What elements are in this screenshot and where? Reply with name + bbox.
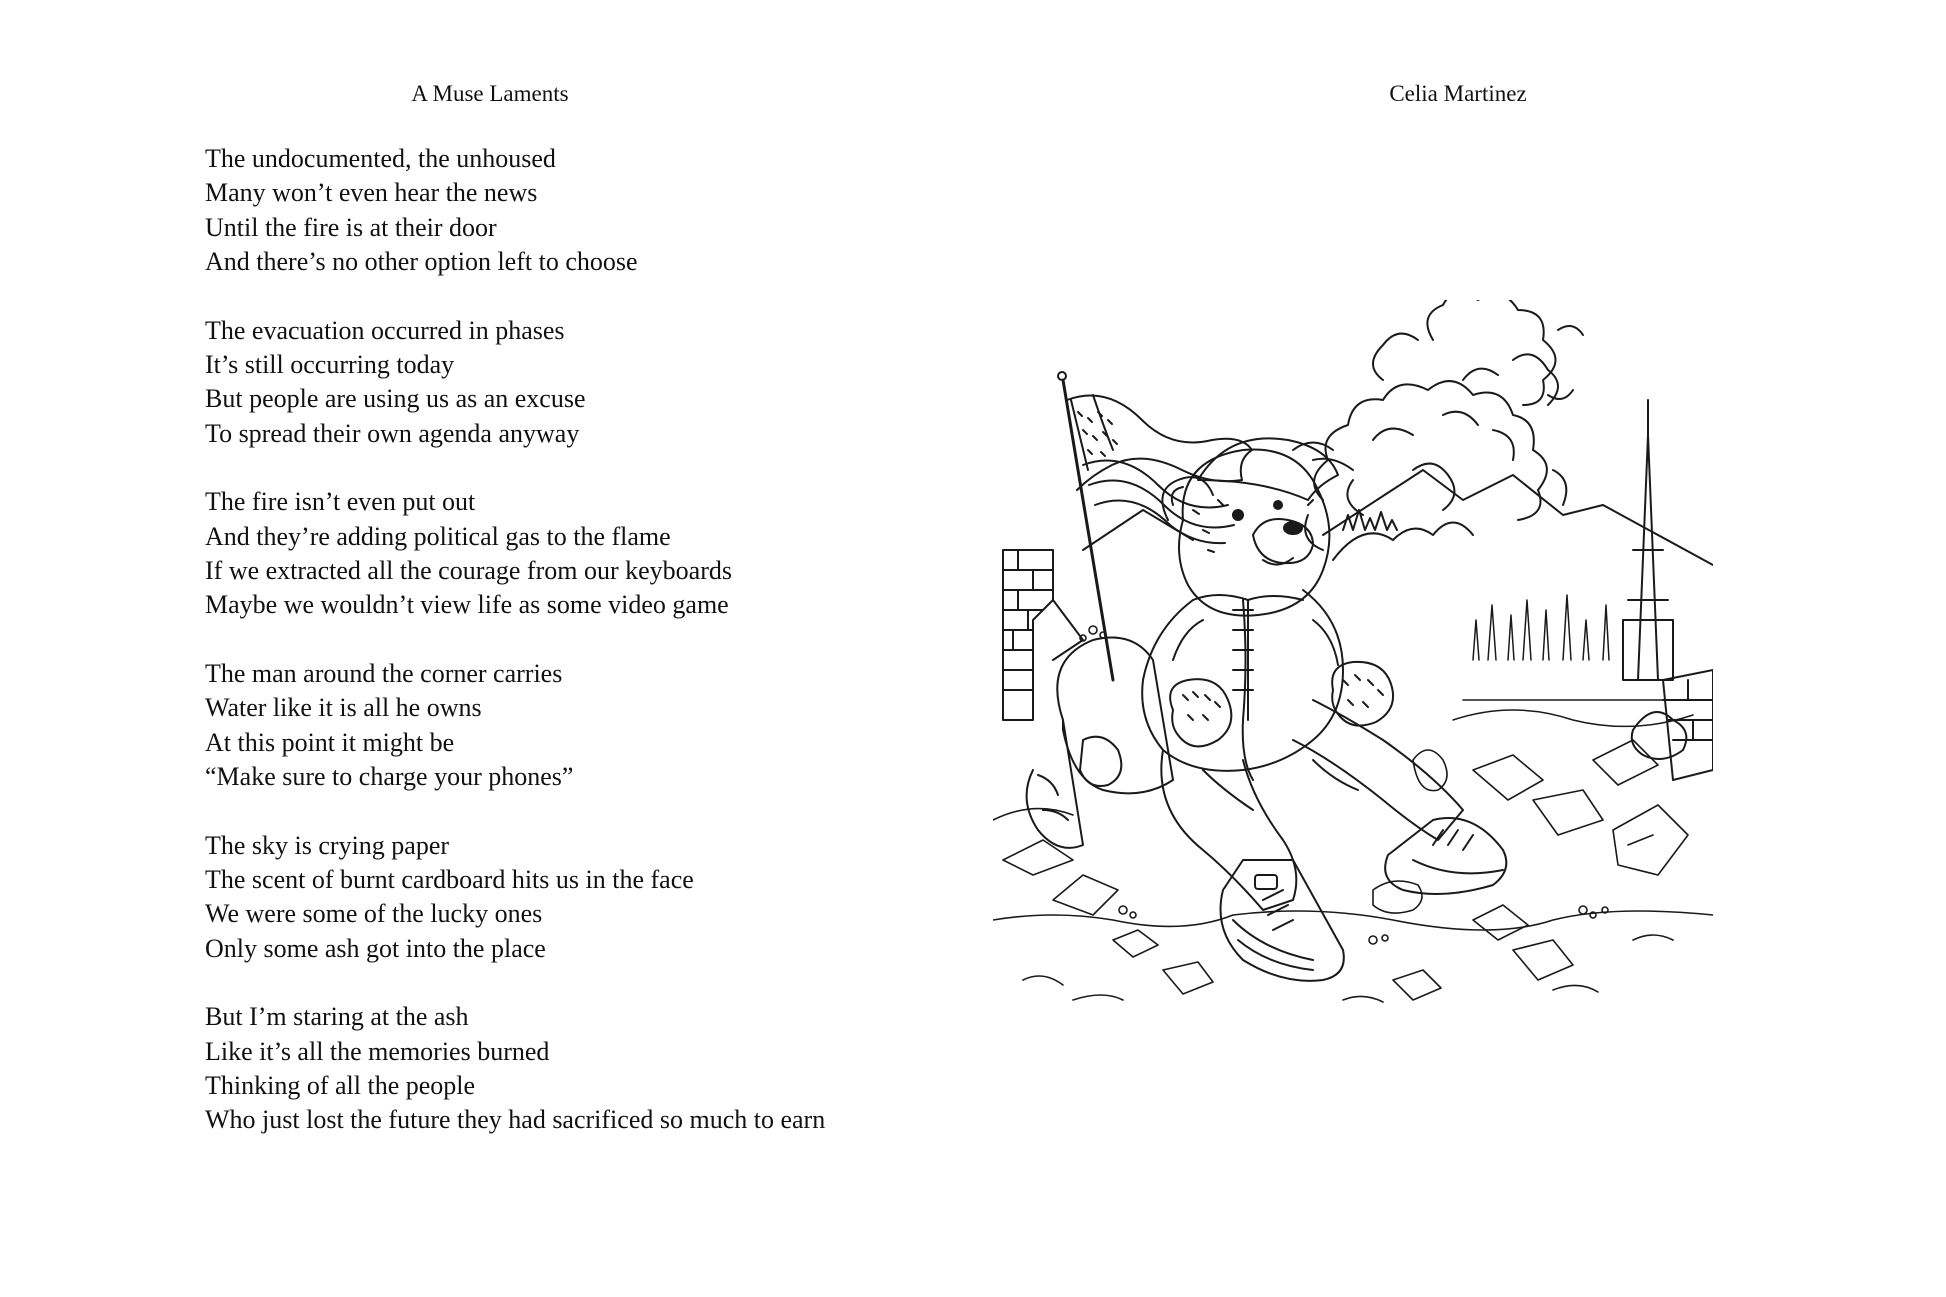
poem-line: We were some of the lucky ones <box>205 899 543 929</box>
poem-line: At this point it might be <box>205 727 455 757</box>
poem-line: The scent of burnt cardboard hits us in the face <box>205 865 694 895</box>
poem-line: Water like it is all he owns <box>205 693 482 723</box>
bear-head-icon <box>1162 438 1338 615</box>
bear-with-flag-in-rubble-illustration <box>993 300 1713 1020</box>
poem-line: Maybe we wouldn’t view life as some video game <box>205 590 729 620</box>
poem-line: The evacuation occurred in phases <box>205 315 565 345</box>
mountains-icon <box>1083 470 1713 565</box>
author-name: Celia Martinez <box>1389 81 1527 106</box>
backpack-icon <box>1027 638 1173 848</box>
poem-line: The undocumented, the unhoused <box>205 144 556 173</box>
poem-line: Until the fire is at their door <box>205 212 497 242</box>
poem-line: Only some ash got into the place <box>205 933 546 963</box>
brick-wall-icon <box>1003 550 1083 720</box>
poem-line: But people are using us as an excuse <box>205 384 586 414</box>
stanza <box>205 829 925 966</box>
stanza <box>205 142 925 279</box>
poem-line: The fire isn’t even put out <box>205 487 476 517</box>
poem-body <box>205 142 925 1138</box>
poem-line: But I’m staring at the ash <box>205 1002 469 1032</box>
poem-line: Many won’t even hear the news <box>205 178 538 208</box>
poem-line: And there’s no other option left to choose <box>205 246 638 276</box>
poem-line: Like it’s all the memories burned <box>205 1036 550 1066</box>
stanza <box>205 485 925 622</box>
stanza <box>205 1000 925 1137</box>
poem-line: The man around the corner carries <box>205 659 563 689</box>
flag-icon <box>1058 372 1252 680</box>
poem-line: And they’re adding political gas to the flame <box>205 521 671 551</box>
rubble-icon <box>993 626 1713 1002</box>
poem-title: A Muse Laments <box>411 81 569 106</box>
smoke-icon <box>1305 300 1583 550</box>
stanza <box>205 657 925 794</box>
stanza <box>205 314 925 451</box>
poem-line: “Make sure to charge your phones” <box>205 761 574 791</box>
paw-icon <box>1170 662 1393 747</box>
poem-line: The sky is crying paper <box>205 830 450 860</box>
right-page <box>973 0 1946 1297</box>
boot-icon <box>1221 818 1507 981</box>
poem-line: To spread their own agenda anyway <box>205 418 580 448</box>
poem-line: If we extracted all the courage from our keyboards <box>205 555 732 585</box>
legs-icon <box>1161 700 1463 910</box>
poem-line: Who just lost the future they had sacrificed so much to earn <box>205 1105 826 1135</box>
poem-line: It’s still occurring today <box>205 349 455 379</box>
poem-line: Thinking of all the people <box>205 1071 476 1101</box>
